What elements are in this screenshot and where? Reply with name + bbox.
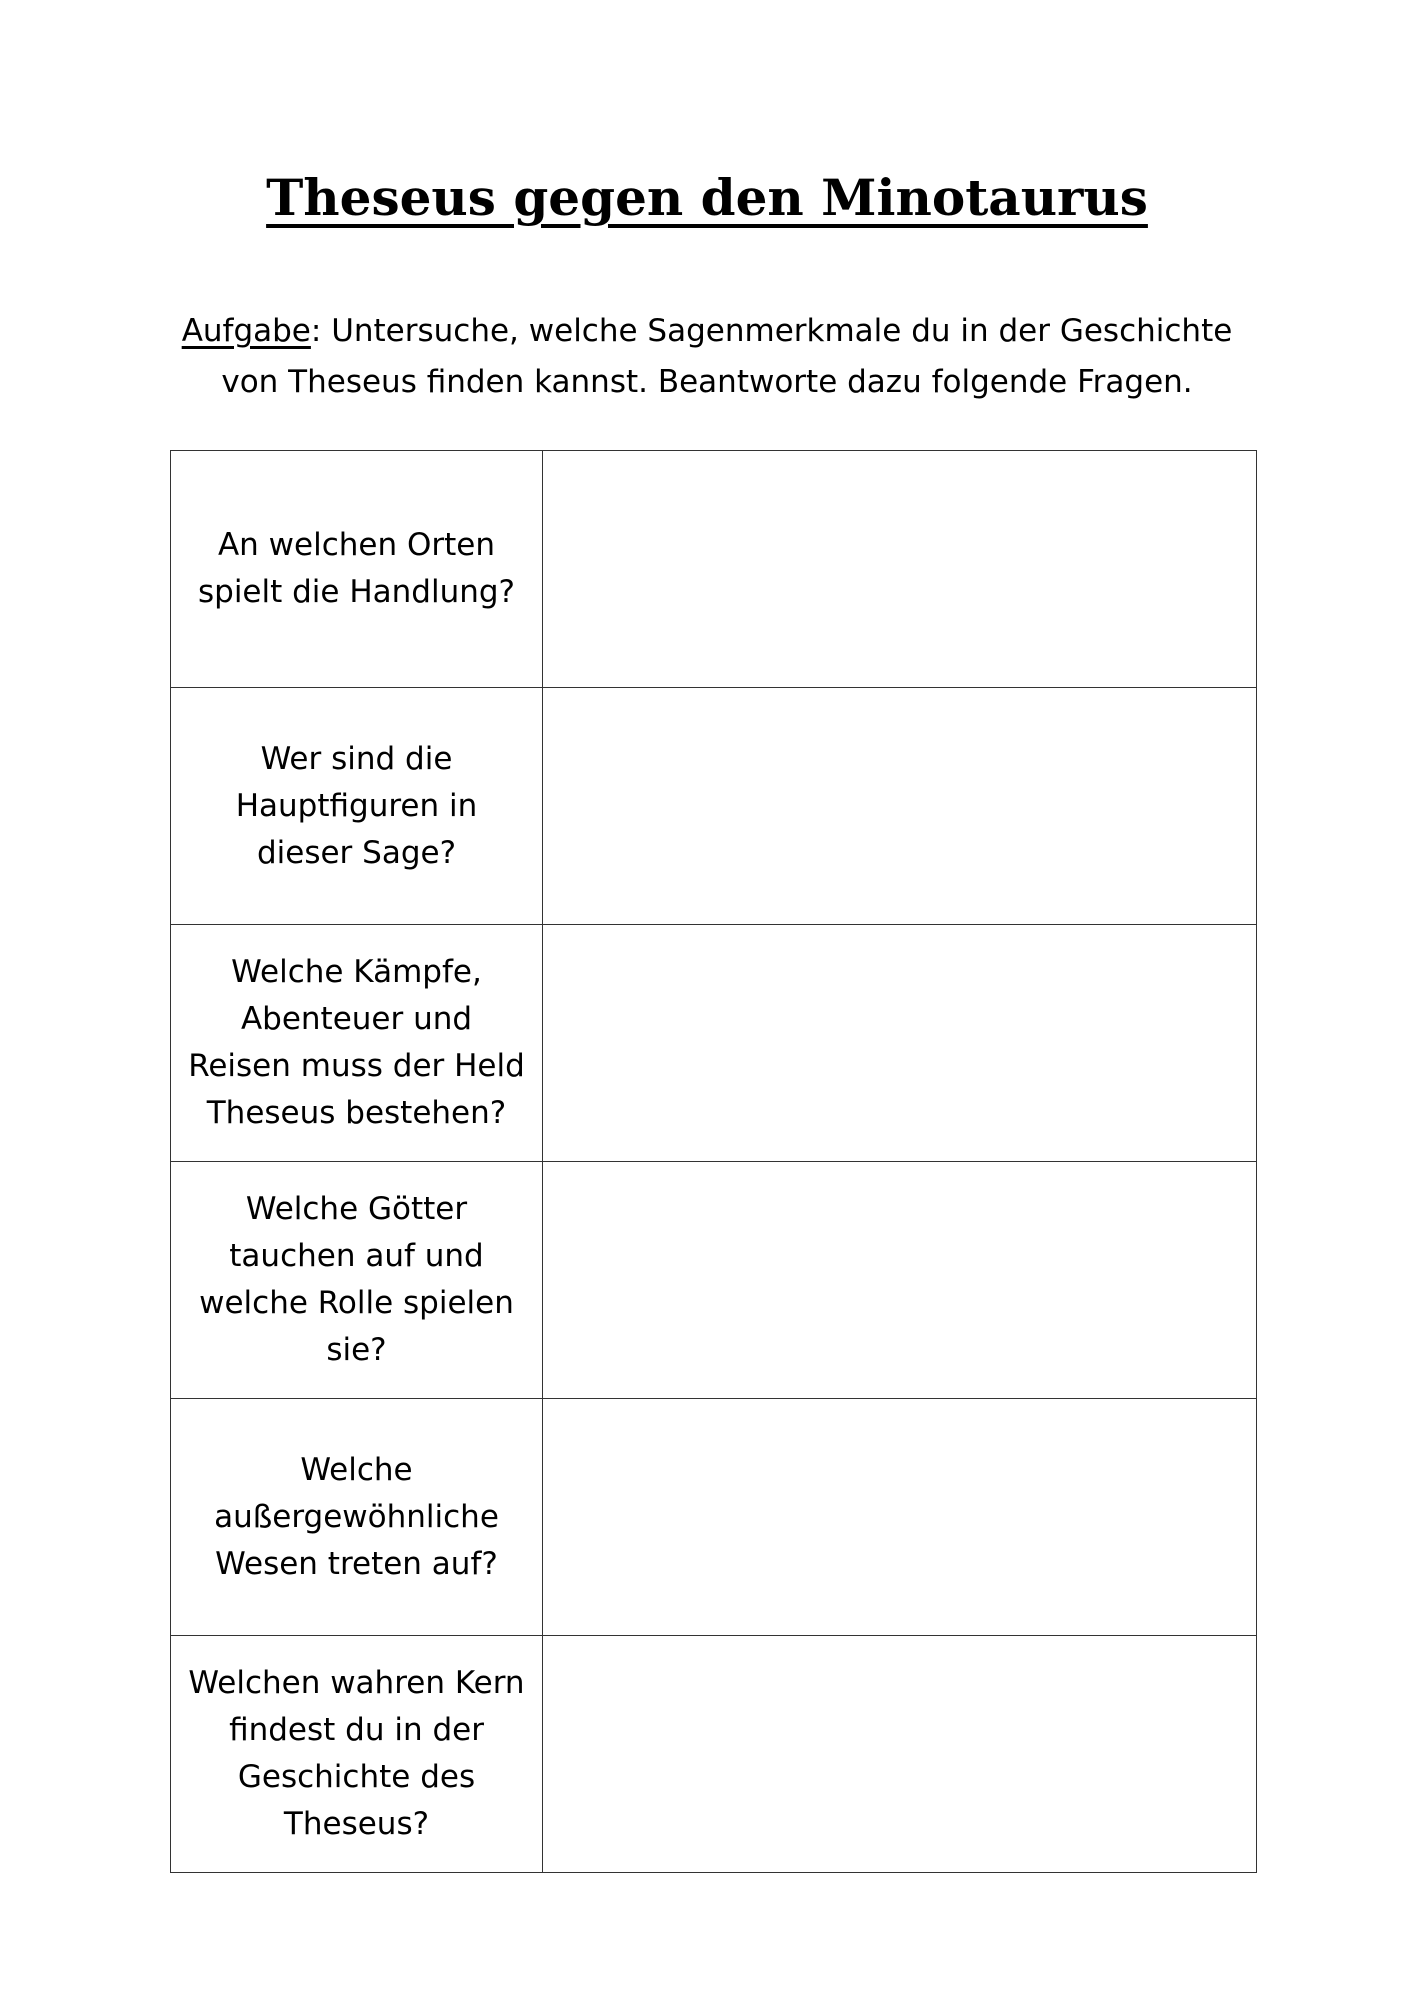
question-table — [170, 450, 1257, 1873]
task-instructions — [157, 306, 1257, 408]
answer-cell[interactable] — [543, 925, 1257, 1162]
question-text: Welche außergewöhnliche Wesen treten auf? — [214, 1451, 499, 1582]
question-text: Welche Götter tauchen auf und welche Rolle spielen sie? — [199, 1191, 514, 1368]
question-text: Welche Kämpfe, Abenteuer und Reisen muss der Held Theseus bestehen? — [188, 954, 525, 1131]
answer-cell[interactable] — [543, 1399, 1257, 1636]
question-text: Wer sind die Hauptfiguren in dieser Sage? — [235, 740, 478, 871]
question-text: Welchen wahren Kern findest du in der Geschichte des Theseus? — [188, 1665, 525, 1842]
question-cell — [171, 1162, 543, 1399]
table-row — [171, 925, 1257, 1162]
answer-cell[interactable] — [543, 451, 1257, 688]
page-title — [0, 168, 1414, 228]
table-row — [171, 451, 1257, 688]
answer-cell[interactable] — [543, 1162, 1257, 1399]
table-row — [171, 688, 1257, 925]
task-label: Aufgabe — [181, 313, 311, 349]
table-row — [171, 1636, 1257, 1873]
answer-cell[interactable] — [543, 1636, 1257, 1873]
task-text: : Untersuche, welche Sagenmerkmale du in der Geschichte von Theseus finden kannst. Beantworte dazu folgende Fragen. — [221, 313, 1233, 400]
question-cell — [171, 925, 543, 1162]
table-row — [171, 1162, 1257, 1399]
page-title-text: Theseus gegen den Minotaurus — [266, 168, 1148, 227]
question-cell — [171, 1636, 543, 1873]
question-cell — [171, 1399, 543, 1636]
question-text: An welchen Orten spielt die Handlung? — [197, 527, 516, 610]
table-row — [171, 1399, 1257, 1636]
question-cell — [171, 688, 543, 925]
answer-cell[interactable] — [543, 688, 1257, 925]
question-cell — [171, 451, 543, 688]
